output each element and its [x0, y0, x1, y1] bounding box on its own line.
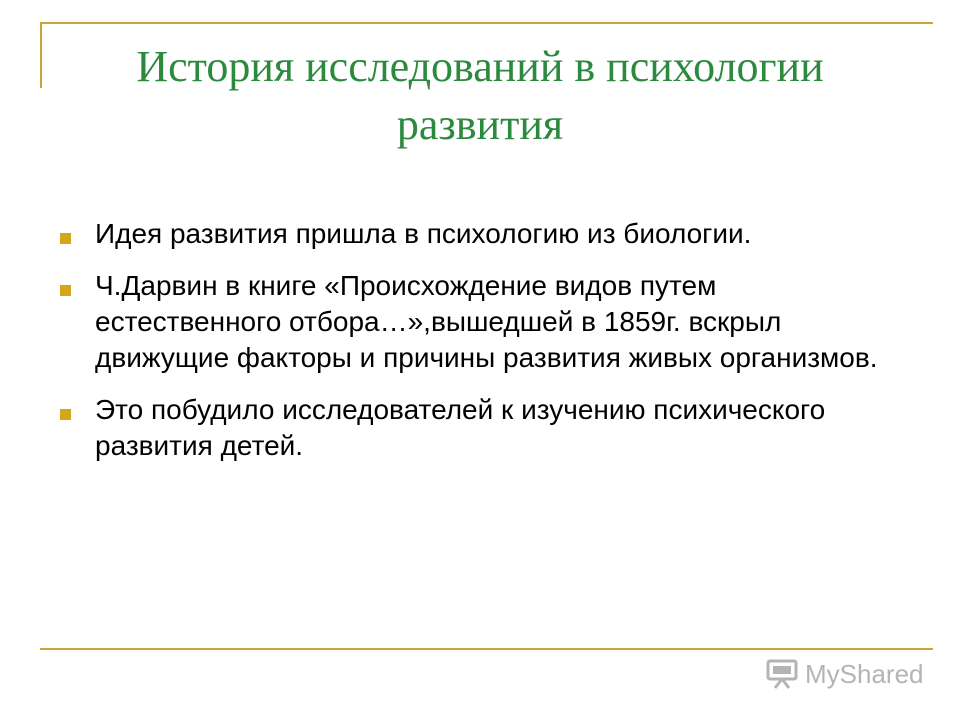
bottom-rule — [40, 648, 933, 650]
bullet-text: Идея развития пришла в психологию из биологии. — [95, 218, 752, 249]
bullet-list — [60, 216, 890, 480]
bullet-text: Это побудило исследователей к изучению психического развития детей. — [95, 394, 826, 461]
bullet-item — [60, 268, 890, 376]
watermark-text: MyShared — [805, 658, 924, 689]
bullet-text: Ч.Дарвин в книге «Происхождение видов путем естественного отбора…»,вышедшей в 1859г. вскрыл движущие факторы и причины развития живых организмов. — [95, 270, 878, 373]
square-bullet-icon — [60, 233, 71, 244]
bullet-item — [60, 216, 890, 252]
presentation-board-icon — [765, 659, 799, 689]
slide-title: История исследований в психологии развития — [136, 42, 824, 149]
square-bullet-icon — [60, 409, 71, 420]
left-rule — [40, 22, 42, 88]
square-bullet-icon — [60, 285, 71, 296]
bullet-item — [60, 392, 890, 464]
top-rule — [40, 22, 933, 24]
myshared-watermark — [765, 652, 924, 696]
